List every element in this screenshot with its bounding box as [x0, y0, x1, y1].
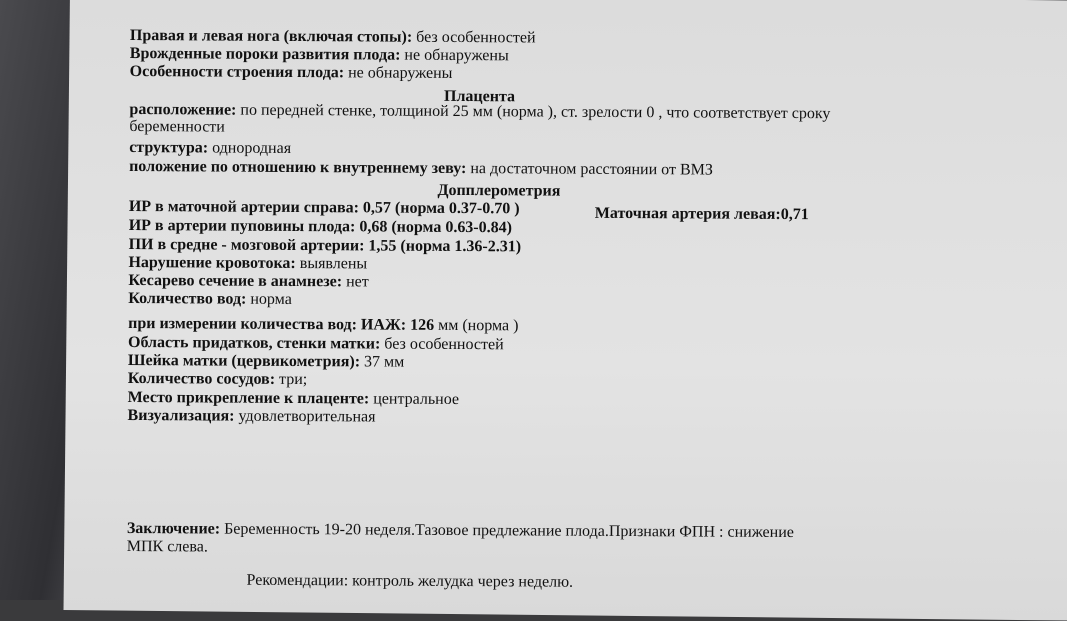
vessels-line: [128, 370, 308, 389]
visualization-value: удовлетворительная: [234, 407, 376, 426]
doppler-umbilical: ИР в артерии пуповины плода: 0,68 (норма 0.63-0.84): [128, 216, 513, 237]
cord-insertion-value: центральное: [369, 390, 460, 409]
cord-insertion-label: Место прикрепление к плаценте:: [127, 388, 370, 408]
visualization-line: [128, 407, 376, 427]
visualization-label: Визуализация:: [127, 406, 235, 425]
placenta-position-label: положение по отношению к внутреннему зеву:: [129, 157, 467, 178]
afi-label: при измерении количества вод: ИАЖ: 126: [128, 314, 435, 334]
conclusion-value: Беременность 19-20 неделя.Тазовое предлежание плода.Признаки ФПН : снижение: [220, 520, 794, 542]
malformations-label: Врожденные пороки развития плода:: [129, 44, 401, 64]
cesarean-line: [128, 272, 368, 291]
doppler-heading: Допплерометрия: [437, 181, 561, 200]
cervix-value: 37 мм: [360, 353, 405, 371]
malformations-line: [130, 45, 509, 65]
amniotic-fluid-line: [128, 290, 292, 309]
conclusion-label: Заключение:: [126, 519, 221, 538]
placenta-heading: Плацента: [443, 87, 516, 106]
placenta-position-line: [129, 158, 713, 180]
conclusion-line: [127, 520, 794, 542]
placenta-location-cont: беременности: [129, 117, 225, 136]
structure-features-label: Особенности строения плода:: [129, 62, 345, 82]
blood-flow-line: [128, 254, 367, 273]
adnexa-value: без особенностей: [380, 335, 504, 354]
vessels-value: три;: [275, 370, 308, 389]
doppler-uterine-right: ИР в маточной артерии справа: 0,57 (норма 0.37-0.70 ): [128, 197, 520, 218]
vessels-label: Количество сосудов:: [127, 369, 276, 388]
cesarean-label: Кесарево сечение в анамнезе:: [128, 271, 343, 291]
legs-label: Правая и левая нога (включая стопы):: [129, 26, 413, 46]
placenta-structure-value: однородная: [208, 139, 292, 157]
placenta-structure-label: структура:: [129, 138, 209, 157]
placenta-location-line: [129, 101, 830, 123]
doppler-cerebral: ПИ в средне - мозговой артерии: 1,55 (норма 1.36-2.31): [128, 235, 522, 256]
afi-value: мм (норма ): [434, 316, 519, 335]
cesarean-value: нет: [342, 273, 369, 291]
structure-features-line: [130, 63, 453, 83]
placenta-structure-line: [129, 139, 291, 158]
cervix-label: Шейка матки (цервикометрия):: [127, 351, 361, 371]
legs-value: без особенностей: [412, 28, 536, 47]
doppler-uterine-left: Маточная артерия левая:0,71: [594, 204, 809, 224]
placenta-position-value: на достаточном расстоянии от ВМЗ: [466, 160, 713, 179]
amniotic-fluid-label: Количество вод:: [128, 289, 247, 308]
placenta-location-value: по передней стенке, толщиной 25 мм (норма ), ст. зрелости 0 , что соответствует сроку: [236, 101, 831, 123]
malformations-value: не обнаружены: [400, 46, 509, 65]
cord-insertion-line: [128, 389, 459, 409]
cervix-line: [128, 352, 404, 372]
adnexa-line: [128, 334, 504, 354]
placenta-location-label: расположение:: [129, 100, 237, 119]
conclusion-cont: МПК слева.: [126, 537, 208, 556]
amniotic-fluid-value: норма: [246, 290, 292, 308]
blood-flow-value: выявлены: [295, 255, 368, 273]
afi-line: [128, 315, 518, 335]
recommendation: Рекомендации: контроль желудка через неделю.: [246, 571, 574, 591]
blood-flow-label: Нарушение кровотока:: [128, 253, 296, 273]
structure-features-value: не обнаружены: [344, 64, 453, 82]
adnexa-label: Область придатков, стенки матки:: [127, 333, 381, 353]
